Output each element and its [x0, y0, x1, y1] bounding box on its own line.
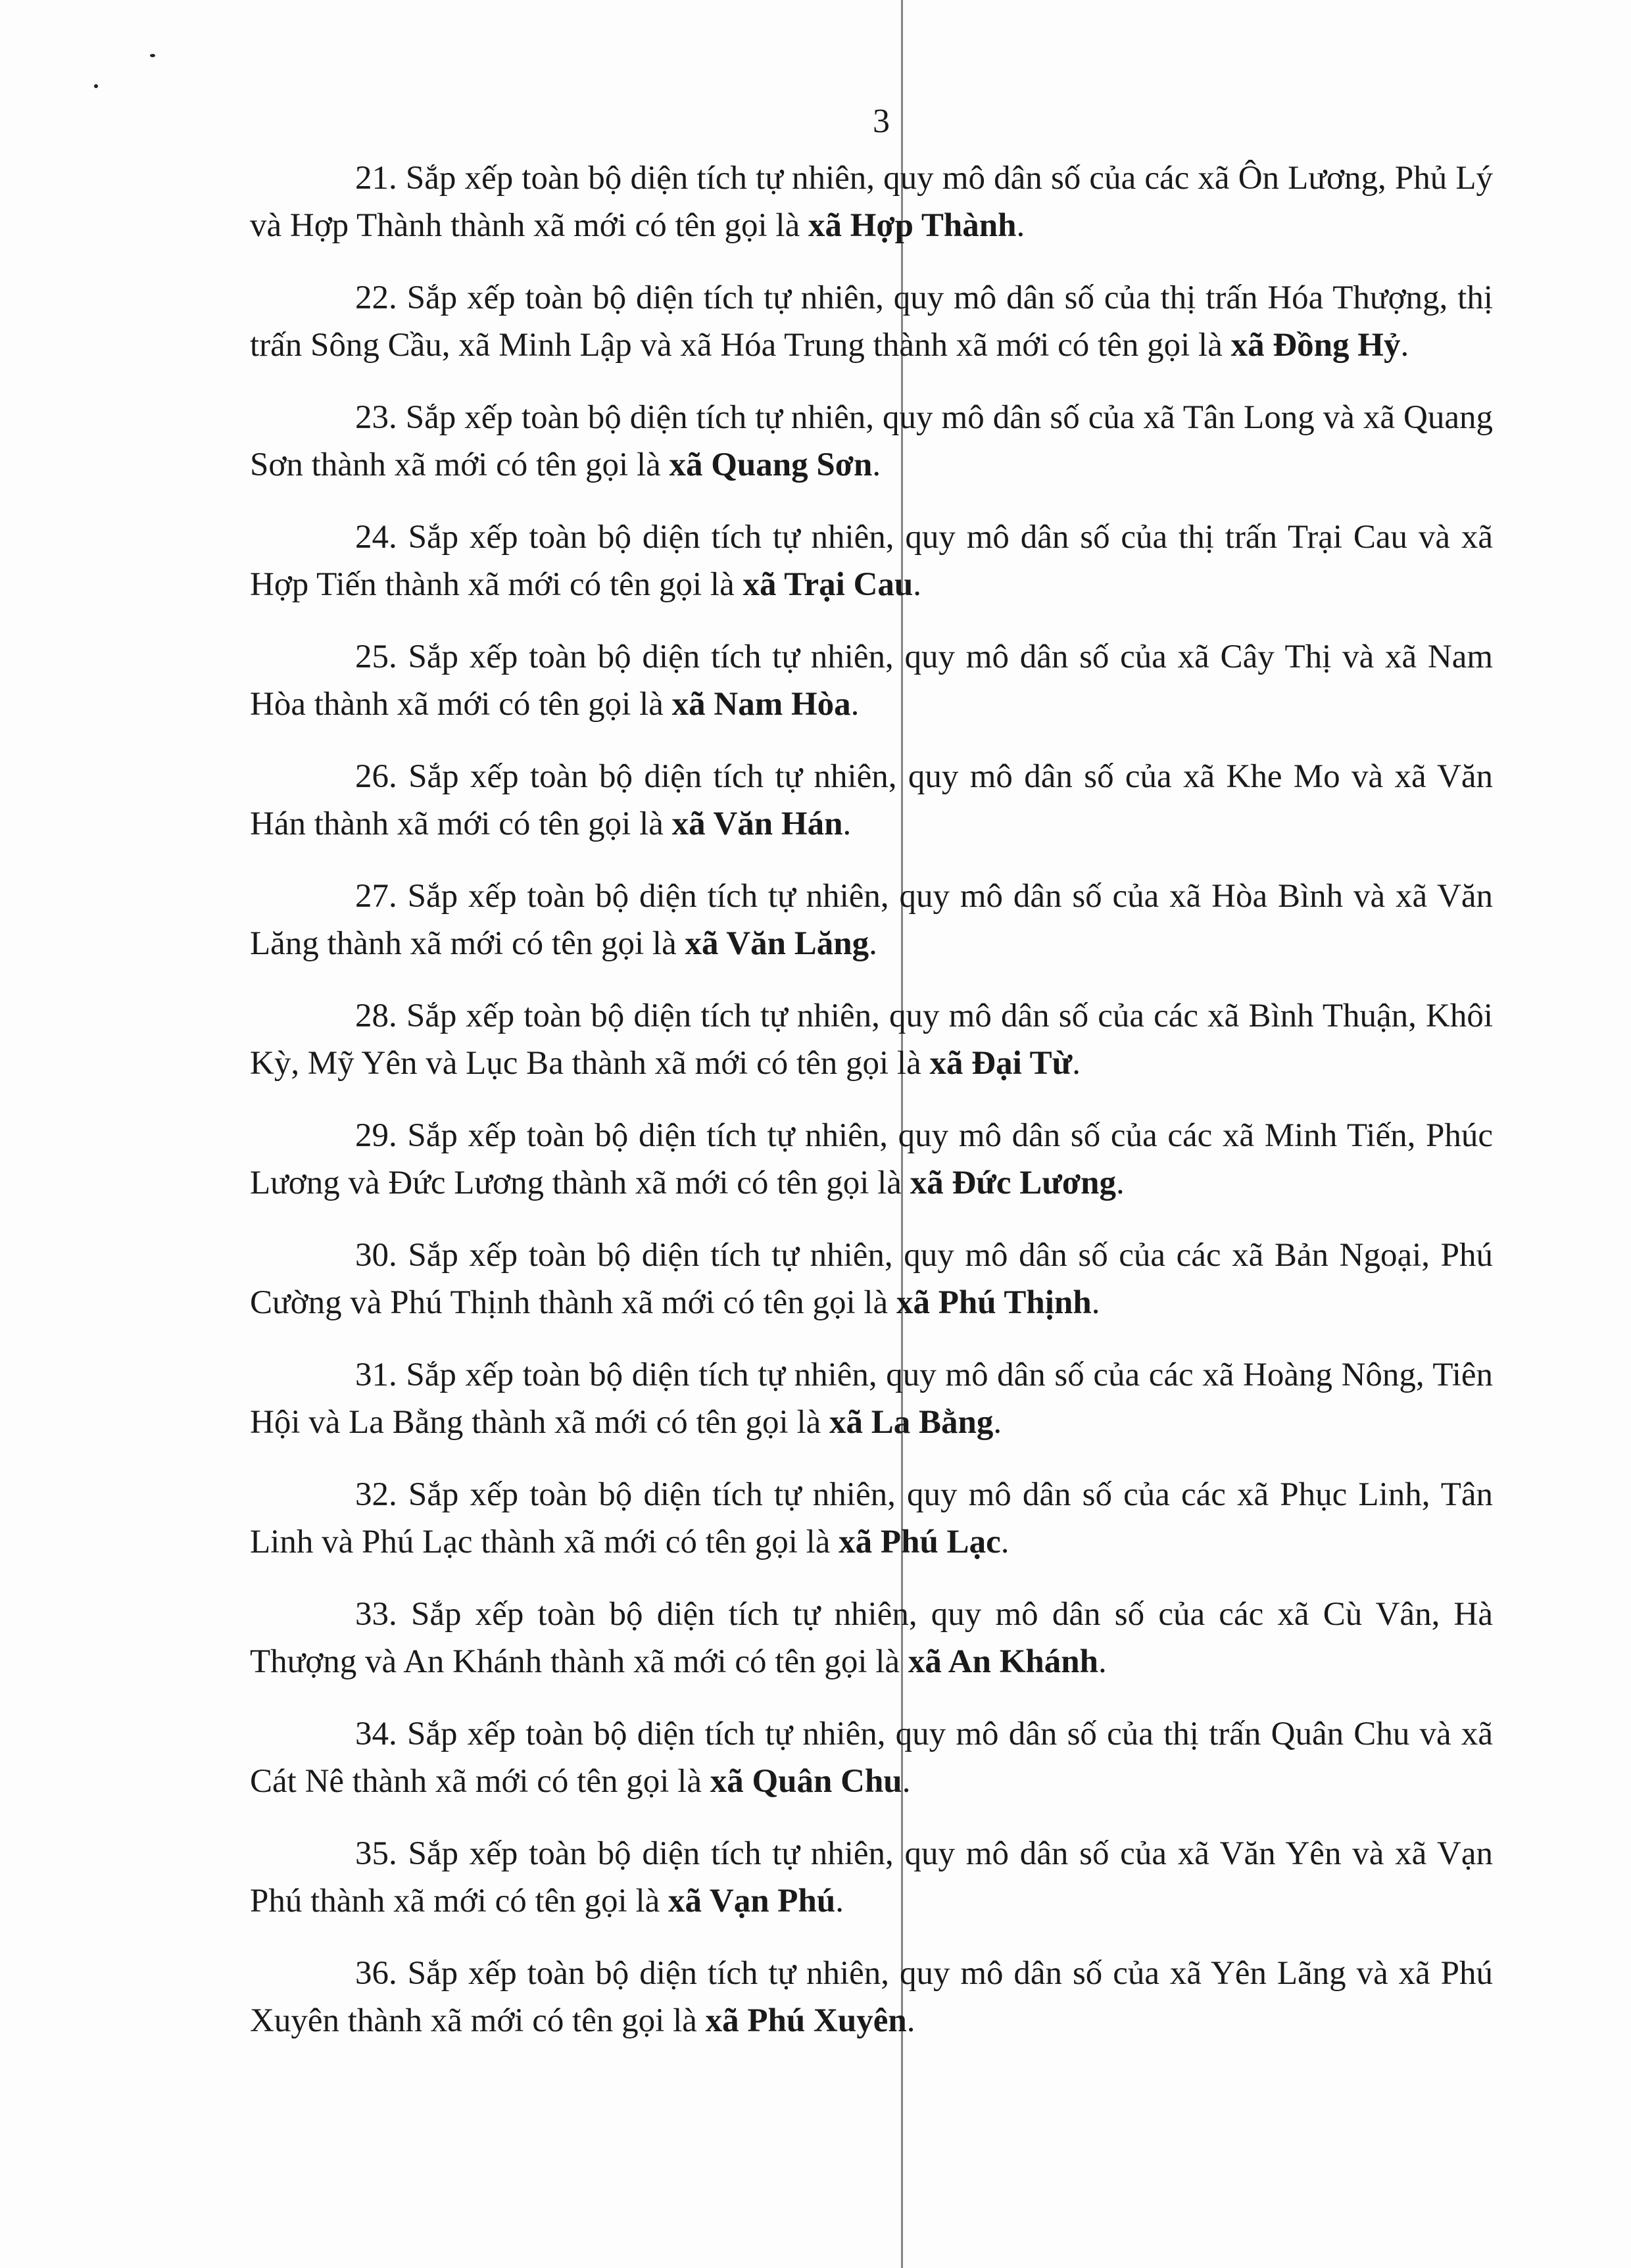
new-commune-name: xã Đồng Hỷ — [1230, 327, 1401, 364]
item-text: Sắp xếp toàn bộ diện tích tự nhiên, quy mô dân số của thị trấn Trại Cau và xã Hợp Tiến thành xã mới có tên gọi là — [250, 519, 1494, 603]
new-commune-name: xã Quang Sơn — [669, 446, 873, 483]
new-commune-name: xã Nam Hòa — [671, 686, 851, 723]
item-end: . — [842, 806, 852, 842]
item-number: 26. — [355, 758, 397, 795]
item-number: 29. — [355, 1117, 397, 1154]
new-commune-name: xã Trại Cau — [742, 566, 913, 603]
item-end: . — [872, 446, 881, 483]
item-text: Sắp xếp toàn bộ diện tích tự nhiên, quy mô dân số của các xã Phục Linh, Tân Linh và Phú Lạc thành xã mới có tên gọi là — [250, 1476, 1493, 1560]
new-commune-name: xã Đại Từ — [929, 1045, 1073, 1082]
item-end: . — [1091, 1284, 1100, 1321]
new-commune-name: xã Phú Thịnh — [896, 1284, 1092, 1321]
list-item — [250, 1830, 1493, 1925]
item-end: . — [1072, 1045, 1081, 1082]
list-item — [250, 1351, 1493, 1446]
list-item — [250, 633, 1493, 728]
item-number: 27. — [355, 878, 397, 915]
item-end: . — [902, 1763, 911, 1800]
item-number: 21. — [355, 160, 397, 197]
list-item — [250, 992, 1493, 1087]
new-commune-name: xã An Khánh — [908, 1643, 1098, 1680]
list-item — [250, 1591, 1493, 1685]
item-text: Sắp xếp toàn bộ diện tích tự nhiên, quy mô dân số của các xã Minh Tiến, Phúc Lương và Đức Lương thành xã mới có tên gọi là — [250, 1117, 1493, 1201]
new-commune-name: xã Hợp Thành — [808, 207, 1017, 244]
item-end: . — [906, 2002, 915, 2039]
item-end: . — [1016, 207, 1025, 244]
list-item — [250, 1471, 1493, 1566]
item-number: 32. — [355, 1476, 397, 1513]
list-item — [250, 1950, 1493, 2044]
new-commune-name: xã La Bằng — [829, 1404, 994, 1441]
item-end: . — [1000, 1524, 1010, 1560]
body-text — [250, 155, 1493, 2069]
item-text: Sắp xếp toàn bộ diện tích tự nhiên, quy mô dân số của xã Cây Thị và xã Nam Hòa thành xã mới có tên gọi là — [250, 639, 1493, 723]
item-text: Sắp xếp toàn bộ diện tích tự nhiên, quy mô dân số của xã Tân Long và xã Quang Sơn thành xã mới có tên gọi là — [250, 399, 1494, 483]
list-item — [250, 753, 1493, 848]
item-text: Sắp xếp toàn bộ diện tích tự nhiên, quy mô dân số của thị trấn Hóa Thượng, thị trấn Sông Cầu, xã Minh Lập và xã Hóa Trung thành xã mới có tên gọi là — [250, 279, 1493, 364]
item-number: 22. — [355, 279, 397, 316]
item-number: 24. — [355, 519, 397, 556]
list-item — [250, 155, 1493, 249]
item-number: 33. — [355, 1596, 397, 1633]
item-number: 28. — [355, 998, 397, 1034]
list-item — [250, 394, 1493, 489]
item-text: Sắp xếp toàn bộ diện tích tự nhiên, quy mô dân số của xã Văn Yên và xã Vạn Phú thành xã mới có tên gọi là — [250, 1835, 1493, 1919]
item-number: 31. — [355, 1357, 397, 1393]
new-commune-name: xã Đức Lương — [910, 1165, 1116, 1201]
page-number: 3 — [873, 103, 890, 140]
item-text: Sắp xếp toàn bộ diện tích tự nhiên, quy mô dân số của các xã Cù Vân, Hà Thượng và An Khánh thành xã mới có tên gọi là — [250, 1596, 1493, 1680]
item-number: 30. — [355, 1237, 397, 1274]
new-commune-name: xã Phú Xuyên — [705, 2002, 907, 2039]
new-commune-name: xã Quân Chu — [710, 1763, 902, 1800]
new-commune-name: xã Văn Lăng — [685, 925, 869, 962]
list-item — [250, 274, 1493, 369]
new-commune-name: xã Văn Hán — [671, 806, 843, 842]
item-text: Sắp xếp toàn bộ diện tích tự nhiên, quy mô dân số của xã Khe Mo và xã Văn Hán thành xã mới có tên gọi là — [250, 758, 1493, 842]
item-text: Sắp xếp toàn bộ diện tích tự nhiên, quy mô dân số của các xã Ôn Lương, Phủ Lý và Hợp Thành thành xã mới có tên gọi là — [250, 160, 1494, 244]
item-text: Sắp xếp toàn bộ diện tích tự nhiên, quy mô dân số của các xã Bình Thuận, Khôi Kỳ, Mỹ Yên và Lục Ba thành xã mới có tên gọi là — [250, 998, 1493, 1082]
item-end: . — [850, 686, 860, 723]
list-item — [250, 1112, 1493, 1207]
item-number: 36. — [355, 1955, 397, 1992]
item-end: . — [1116, 1165, 1125, 1201]
item-text: Sắp xếp toàn bộ diện tích tự nhiên, quy mô dân số của xã Yên Lãng và xã Phú Xuyên thành xã mới có tên gọi là — [250, 1955, 1494, 2039]
scan-speck — [94, 84, 98, 88]
item-number: 23. — [355, 399, 397, 436]
item-text: Sắp xếp toàn bộ diện tích tự nhiên, quy mô dân số của thị trấn Quân Chu và xã Cát Nê thành xã mới có tên gọi là — [250, 1716, 1493, 1800]
list-item — [250, 1710, 1493, 1805]
new-commune-name: xã Phú Lạc — [839, 1524, 1001, 1560]
item-end: . — [869, 925, 877, 962]
item-end: . — [993, 1404, 1002, 1441]
item-text: Sắp xếp toàn bộ diện tích tự nhiên, quy mô dân số của xã Hòa Bình và xã Văn Lăng thành xã mới có tên gọi là — [250, 878, 1494, 962]
new-commune-name: xã Vạn Phú — [668, 1883, 836, 1919]
item-end: . — [913, 566, 922, 603]
item-number: 34. — [355, 1716, 397, 1752]
item-text: Sắp xếp toàn bộ diện tích tự nhiên, quy mô dân số của các xã Hoàng Nông, Tiên Hội và La Bằng thành xã mới có tên gọi là — [250, 1357, 1493, 1441]
list-item — [250, 514, 1493, 608]
item-number: 35. — [355, 1835, 397, 1872]
list-item — [250, 1232, 1493, 1326]
scan-speck — [150, 54, 155, 57]
item-end: . — [1400, 327, 1409, 364]
item-number: 25. — [355, 639, 397, 675]
item-end: . — [835, 1883, 844, 1919]
item-text: Sắp xếp toàn bộ diện tích tự nhiên, quy mô dân số của các xã Bản Ngoại, Phú Cường và Phú Thịnh thành xã mới có tên gọi là — [250, 1237, 1494, 1321]
list-item — [250, 873, 1493, 967]
item-end: . — [1098, 1643, 1107, 1680]
